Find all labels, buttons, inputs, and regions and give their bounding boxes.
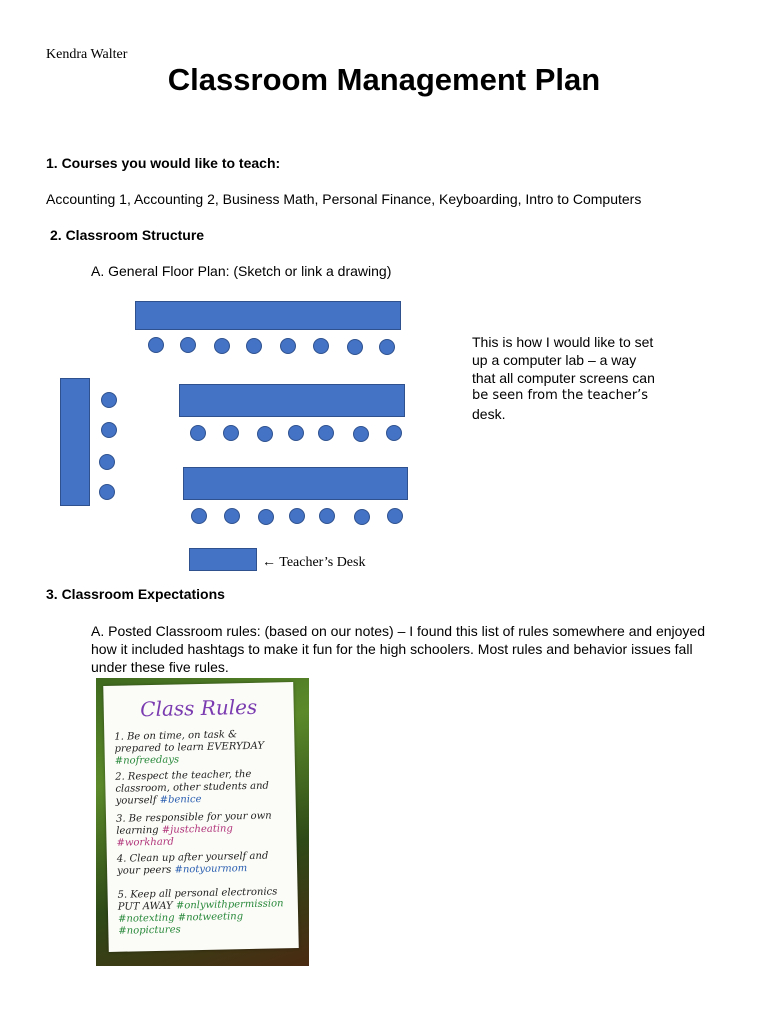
table-row-2 <box>179 384 405 417</box>
seat <box>258 509 274 525</box>
table-row-3 <box>183 467 408 500</box>
seat <box>180 337 196 353</box>
seat <box>354 509 370 525</box>
table-row-1 <box>135 301 401 330</box>
poster-title: Class Rules <box>139 694 258 722</box>
teachers-desk <box>189 548 257 571</box>
seat <box>214 338 230 354</box>
floor-plan-note <box>472 333 687 423</box>
seat <box>288 425 304 441</box>
note-line: desk. <box>472 406 506 422</box>
seat <box>99 484 115 500</box>
section-2-heading: 2. Classroom Structure <box>50 227 205 243</box>
seat <box>280 338 296 354</box>
section-3-heading: 3. Classroom Expectations <box>46 586 225 602</box>
seat <box>319 508 335 524</box>
note-line: This is how I would like to set <box>472 334 654 350</box>
page-title: Classroom Management Plan <box>167 62 601 97</box>
section-1-heading: 1. Courses you would like to teach: <box>46 155 281 171</box>
seat <box>347 339 363 355</box>
author-name: Kendra Walter <box>46 47 128 62</box>
seat <box>101 392 117 408</box>
seat <box>246 338 262 354</box>
note-line: that all computer screens can <box>472 370 655 386</box>
seat <box>99 454 115 470</box>
note-line: be seen from the teacher’s <box>472 388 649 403</box>
teachers-desk-label: ← Teacher’s Desk <box>262 555 366 570</box>
courses-list: Accounting 1, Accounting 2, Business Math, Personal Finance, Keyboarding, Intro to Computers <box>46 191 642 207</box>
seat <box>223 425 239 441</box>
seat <box>224 508 240 524</box>
seat <box>101 422 117 438</box>
seat <box>190 425 206 441</box>
class-rules-poster <box>103 682 299 952</box>
seat <box>318 425 334 441</box>
note-line: up a computer lab – a way <box>472 352 637 368</box>
expectations-paragraph: A. Posted Classroom rules: (based on our notes) – I found this list of rules somewhere and enjoyed how it included hashtags to make it fun for the high schoolers. Most rules and behavior issues fall under these five rules. <box>91 623 705 675</box>
seat <box>257 426 273 442</box>
floor-plan-subheading: A. General Floor Plan: (Sketch or link a drawing) <box>91 263 392 279</box>
rule-item: 4. Clean up after yourself and your peers #notyourmom <box>116 850 269 877</box>
seat <box>386 425 402 441</box>
rule-item: 1. Be on time, on task & prepared to learn EVERYDAY #nofreedays <box>114 729 265 767</box>
seat <box>313 338 329 354</box>
class-rules-photo <box>96 678 309 966</box>
side-table <box>60 378 90 506</box>
seat <box>353 426 369 442</box>
seat <box>379 339 395 355</box>
seat <box>148 337 164 353</box>
rule-item: 2. Respect the teacher, the classroom, other students and yourself #benice <box>115 768 270 807</box>
seat <box>387 508 403 524</box>
seat <box>289 508 305 524</box>
seat <box>191 508 207 524</box>
rule-item: 5. Keep all personal electronics PUT AWAY #onlywithpermission #notexting #notweeting #nopictures <box>117 886 284 937</box>
rule-item: 3. Be responsible for your own learning #justcheating #workhard <box>115 810 272 849</box>
